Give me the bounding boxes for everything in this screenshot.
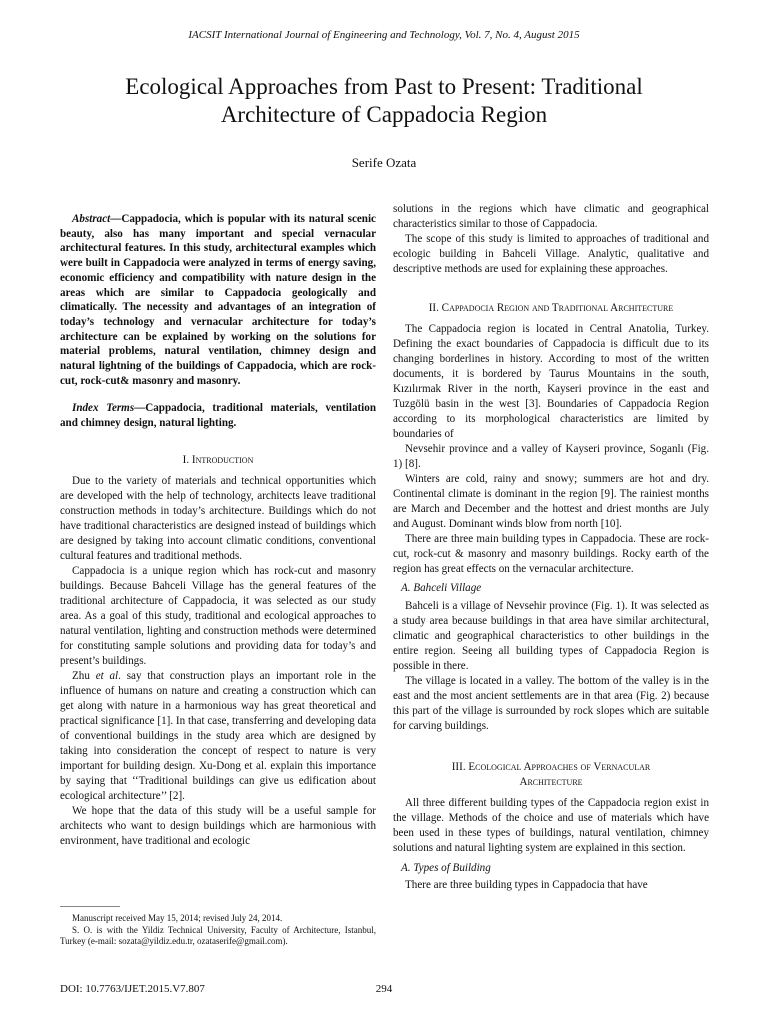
building-types-paragraph: There are three main building types in Cappadocia. These are rock-cut, rock-cut & masonry and masonry buildings. Rocky earth of the region has great effects on the vernacular architecture. xyxy=(393,533,709,575)
abstract-text: —Cappadocia, which is popular with its natural scenic beauty, also has many important and special vernacular architectural features. In this study, architectural examples which were built in Cappadocia were analyzed in terms of energy saving, economic efficiency and compatibility with nature design in the areas which are similar to Cappadocia geologically and climatically. The necessity and advantages of an integration of today’s technology and vernacular architecture for today’s architecture can be explained by working on the solutions for material problems, natural ventilation, chimney design and natural lightning of the buildings of Cappadocia, which are rock-cut, rock-cut& masonry and masonry. xyxy=(60,213,376,387)
section-3-heading xyxy=(393,760,709,790)
intro-paragraph-2: Cappadocia is a unique region which has rock-cut and masonry buildings. Because Bahceli Village has the general features of the traditional architecture of Cappadocia, it was selected as our study area. As a goal of this study, traditional and ecological approaches to natural ventilation, lighting and construction methods were determined for constituting sample solutions and providing data for today’s and present’s buildings. xyxy=(60,564,376,667)
journal-header: IACSIT International Journal of Engineering and Technology, Vol. 7, No. 4, August 2015 xyxy=(188,29,580,41)
section-1-heading: I. Introduction xyxy=(182,453,254,466)
left-column xyxy=(60,212,376,849)
ecological-paragraph: All three different building types of the Cappadocia region exist in the village. Methods of the choice and use of materials which have been used in these types of buildings, natural ventilation, chimney solutions and natural lighting system are explained in this section. xyxy=(393,797,709,854)
section-3-heading-line-1: III. Ecological Approaches of Vernacular xyxy=(451,761,651,773)
subsection-types-heading: A. Types of Building xyxy=(401,862,491,874)
region-paragraph-2: Nevsehir province and a valley of Kayseri province, Soganlı (Fig. 1) [8]. xyxy=(393,443,709,470)
footnote-received: Manuscript received May 15, 2014; revised July 24, 2014. xyxy=(72,913,283,923)
title-line-1: Ecological Approaches from Past to Present: Traditional xyxy=(125,74,643,99)
index-terms xyxy=(60,401,376,430)
continued-paragraph: solutions in the regions which have climatic and geographical characteristics similar to those of Cappadocia. xyxy=(393,203,709,230)
bahceli-paragraph-1: Bahceli is a village of Nevsehir province (Fig. 1). It was selected as a study area because buildings in that area have similar architectural, climatic and geographical characteristics to other buildings in the entire region. Seeing all building types of Cappadocia Region is possible in there. xyxy=(393,600,709,672)
climate-paragraph: Winters are cold, rainy and snowy; summers are hot and dry. Continental climate is dominant in the region [9]. The rainiest months are March and December and the hottest and driest months are July and August. Dominant winds blow from north [10]. xyxy=(393,473,709,530)
intro-paragraph-3 xyxy=(60,669,376,804)
abstract-label: Abstract xyxy=(72,213,111,225)
bahceli-paragraph-2: The village is located in a valley. The bottom of the valley is in the east and the most ancient settlements are in that area (Fig. 2) because this part of the village is surrounded by rock slopes which are suitable for carving buildings. xyxy=(393,675,709,732)
et-al: et al xyxy=(95,669,119,682)
right-column xyxy=(393,202,709,893)
footnotes xyxy=(60,913,376,948)
section-3-heading-line-2: Architecture xyxy=(519,776,583,788)
author-name: Serife Ozata xyxy=(351,155,417,170)
abstract xyxy=(60,212,376,388)
intro-p3-rest: . say that construction plays an important role in the influence of humans on nature and creating a construction which can get along with nature in a harmonious way has great theoretical and practical significance [1]. In that case, transferring and developing data of conventional buildings in the study area which are designed by taking into consideration the concept of respect to nature is very important for building design. Xu-Dong et al. explain this importance by saying that ‘‘Traditional buildings can give us edification about ecological architecture’’ [2]. xyxy=(60,669,376,802)
scope-paragraph: The scope of this study is limited to approaches of traditional and ecologic building in Bahceli Village. Analytic, qualitative and descriptive methods are used for explaining these approaches. xyxy=(393,233,709,275)
region-paragraph-1: The Cappadocia region is located in Central Anatolia, Turkey. Defining the exact boundaries of Cappadocia is difficult due to its changing borderlines in history. According to most of the written documents, it is bordered by Taurus Mountains in the south, Kızılırmak River in the north, Kayseri province in the east and Tuzgölü basin in the west [3]. Boundaries of Cappadocia Region according to its morphological characteristics are limited by boundaries of xyxy=(393,323,709,440)
intro-p3-start: Zhu xyxy=(72,669,96,682)
section-2-heading: II. Cappadocia Region and Traditional Architecture xyxy=(428,302,674,314)
footnote-rule xyxy=(60,906,120,907)
title-line-2: Architecture of Cappadocia Region xyxy=(220,102,548,127)
intro-paragraph-1: Due to the variety of materials and technical opportunities which are developed with the help of technology, architects leave traditional construction methods in today’s architecture. Buildings which do not have traditional characteristics are designed instead of buildings which are designed by taking into account climatic conditions, conventional cultural features and traditional methods. xyxy=(60,474,376,562)
subsection-a-heading: A. Bahceli Village xyxy=(401,582,482,594)
page-number: 294 xyxy=(375,983,393,995)
index-terms-text: —Cappadocia, traditional materials, ventilation and chimney design, natural lighting. xyxy=(60,402,376,430)
intro-paragraph-4: We hope that the data of this study will be a useful sample for architects who want to design buildings which are harmonious with environment, have traditional and ecologic xyxy=(60,804,376,847)
index-terms-label: Index Terms xyxy=(72,402,135,415)
doi: DOI: 10.7763/IJET.2015.V7.807 xyxy=(60,983,205,995)
paper-title xyxy=(60,73,708,129)
footnote-affiliation: S. O. is with the Yildiz Technical University, Faculty of Architecture, Istanbul, Turkey (e-mail: sozata@yildiz.edu.tr, ozataserife@gmail.com). xyxy=(60,924,376,946)
types-paragraph: There are three building types in Cappadocia that have xyxy=(405,879,648,891)
